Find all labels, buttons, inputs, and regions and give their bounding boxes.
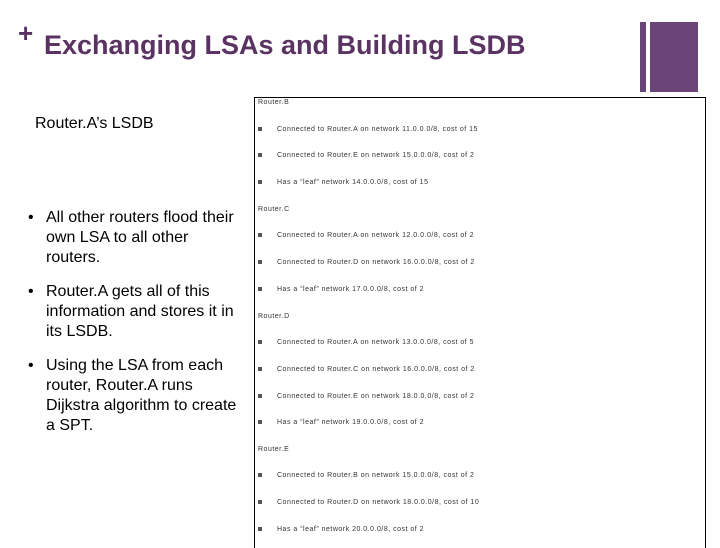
lsdb-entry — [258, 499, 479, 506]
bullet-text: Using the LSA from each router, Router.A runs Dijkstra algorithm to create a SPT. — [46, 357, 237, 434]
lsdb-entry — [258, 232, 474, 239]
bullet-item — [26, 356, 244, 436]
entry-text: Connected to Router.C on network 16.0.0.0/8, cost of 2 — [277, 366, 475, 373]
lsdb-entry — [258, 366, 475, 373]
entry-bullet-icon — [258, 340, 262, 344]
entry-bullet-icon — [258, 127, 262, 131]
router-label-e: Router.E — [258, 446, 290, 453]
lsdb-entry — [258, 472, 474, 479]
entry-text: Connected to Router.E on network 15.0.0.0/8, cost of 2 — [277, 152, 475, 159]
bullet-dot: • — [28, 283, 34, 300]
lsdb-entry — [258, 339, 474, 346]
lsdb-entry — [258, 179, 428, 186]
entry-bullet-icon — [258, 527, 262, 531]
slide-title: Exchanging LSAs and Building LSDB — [44, 30, 526, 60]
entry-text: Connected to Router.D on network 18.0.0.0/8, cost of 10 — [277, 499, 480, 506]
decorative-bar-wide — [650, 22, 698, 92]
entry-bullet-icon — [258, 233, 262, 237]
entry-text: Has a “leaf” network 20.0.0.0/8, cost of 2 — [277, 526, 425, 533]
bullet-item — [26, 208, 244, 268]
entry-bullet-icon — [258, 500, 262, 504]
entry-text: Has a “leaf” network 19.0.0.0/8, cost of 2 — [277, 419, 425, 426]
entry-bullet-icon — [258, 394, 262, 398]
entry-text: Connected to Router.D on network 16.0.0.0/8, cost of 2 — [277, 259, 475, 266]
lsdb-entry — [258, 526, 424, 533]
lsdb-entry — [258, 393, 474, 400]
entry-text: Connected to Router.E on network 18.0.0.0/8, cost of 2 — [277, 393, 475, 400]
lsdb-entry — [258, 286, 424, 293]
bullet-text: All other routers flood their own LSA to all other routers. — [46, 209, 234, 266]
entry-text: Has a “leaf” network 17.0.0.0/8, cost of 2 — [277, 286, 425, 293]
entry-bullet-icon — [258, 180, 262, 184]
lsdb-entry — [258, 259, 475, 266]
entry-bullet-icon — [258, 420, 262, 424]
entry-text: Has a “leaf” network 14.0.0.0/8, cost of 15 — [277, 179, 429, 186]
bullet-text: Router.A gets all of this information and stores it in its LSDB. — [46, 283, 234, 340]
lsdb-entry — [258, 419, 424, 426]
lsdb-subtitle: Router.A’s LSDB — [35, 115, 154, 132]
bullet-item — [26, 282, 244, 342]
bullet-dot: • — [28, 209, 34, 226]
decorative-bar-thin — [640, 22, 646, 92]
lsdb-entry — [258, 152, 474, 159]
entry-bullet-icon — [258, 287, 262, 291]
router-label-d: Router.D — [258, 313, 290, 320]
entry-text: Connected to Router.B on network 15.0.0.0/8, cost of 2 — [277, 472, 475, 479]
router-label-c: Router.C — [258, 206, 290, 213]
bullet-dot: • — [28, 357, 34, 374]
entry-bullet-icon — [258, 473, 262, 477]
entry-bullet-icon — [258, 153, 262, 157]
lsdb-entry — [258, 126, 478, 133]
entry-text: Connected to Router.A on network 13.0.0.0/8, cost of 5 — [277, 339, 475, 346]
entry-bullet-icon — [258, 260, 262, 264]
entry-text: Connected to Router.A on network 11.0.0.0/8, cost of 15 — [277, 126, 478, 133]
router-label-b: Router.B — [258, 99, 290, 106]
lsdb-panel — [254, 97, 706, 548]
entry-text: Connected to Router.A on network 12.0.0.0/8, cost of 2 — [277, 232, 475, 239]
entry-bullet-icon — [258, 367, 262, 371]
bullet-list — [26, 208, 244, 450]
plus-mark: + — [18, 18, 34, 48]
